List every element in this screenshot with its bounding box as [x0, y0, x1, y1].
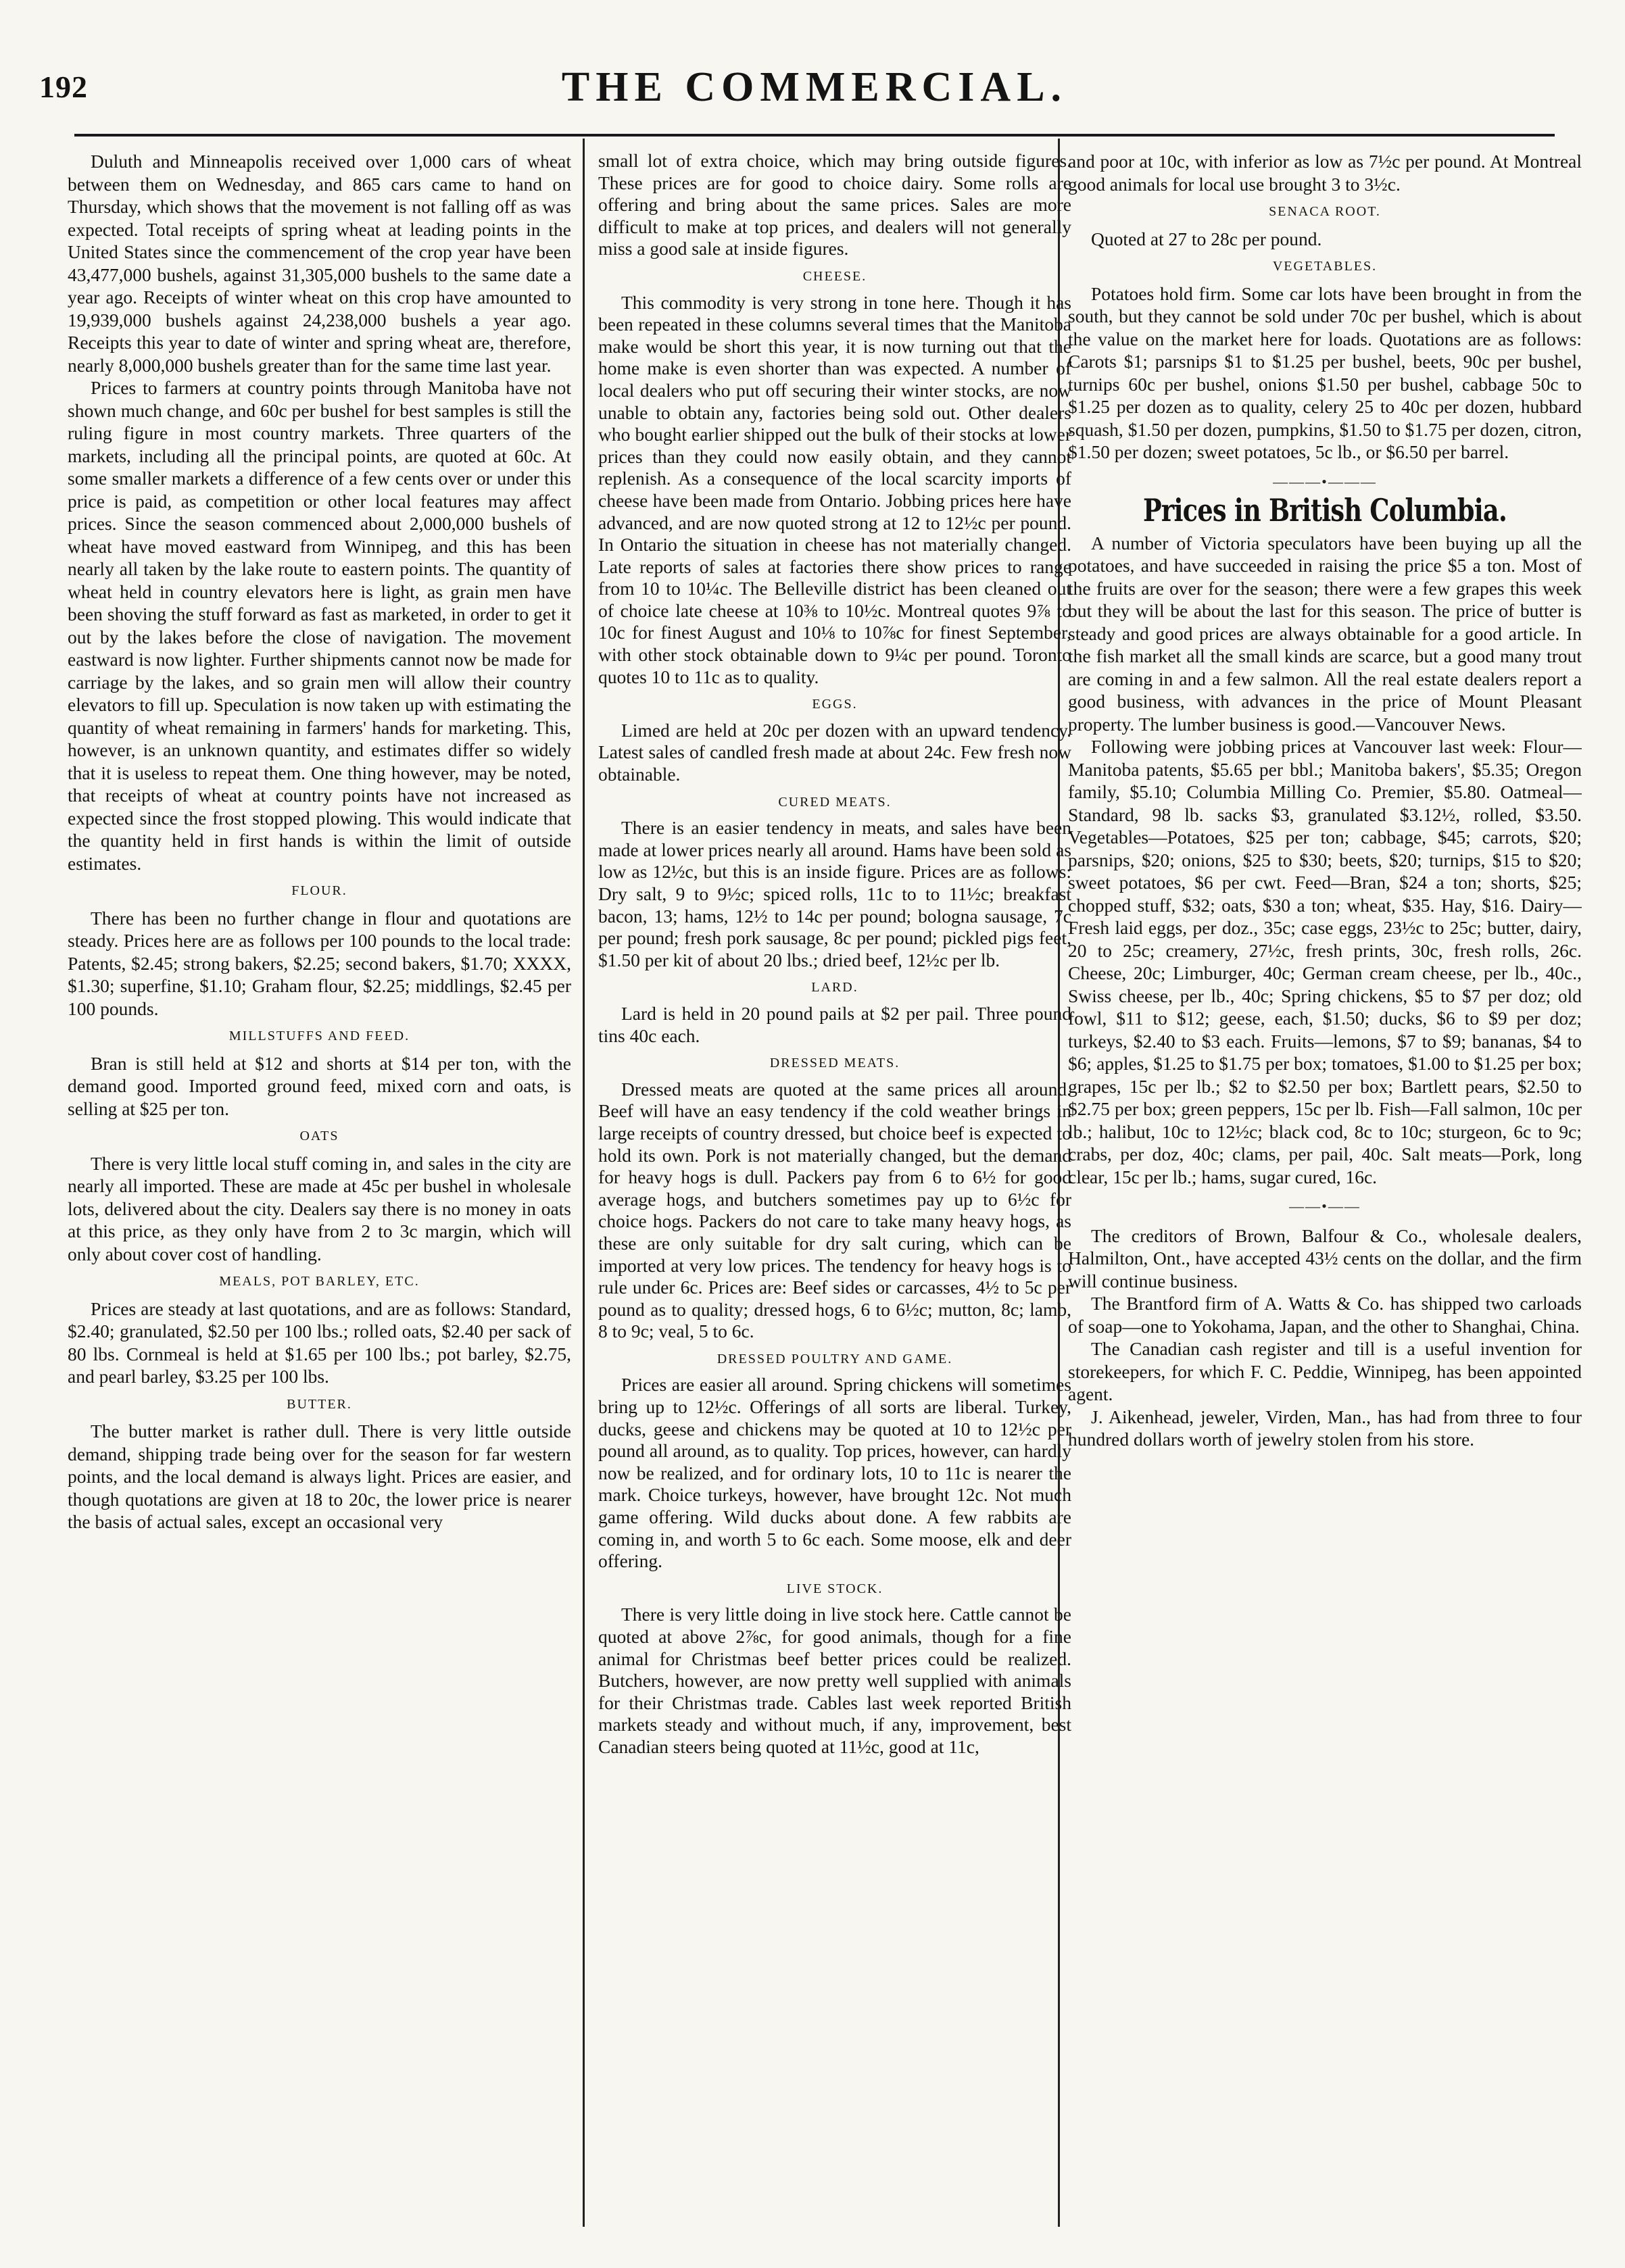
section-heading-eggs: EGGS. [812, 697, 858, 712]
column-1 [68, 150, 571, 2242]
section-heading-lard: LARD. [811, 980, 858, 995]
paragraph-farmer-prices: Prices to farmers at country points through Manitoba have not shown much change, and 60c per bushel for best samples is still the ruling figure in most country markets. Three quarters of the markets, including all the principal points, are quoted at 60c. At some smaller markets a difference of a few cents over or under this price is paid, as competition or other local features may affect prices. Since the season commenced about 2,000,000 bushels of wheat have moved eastward from Winnipeg, and this has been nearly all taken by the lake route to eastern points. The quantity of wheat held in country elevators here is light, as grain men have been shoving the stuff forward as fast as marketed, in order to get it out by the lakes before the close of navigation. The movement eastward is now lighter. Further shipments cannot now be made for carriage by the lakes, and so grain men will allow their country elevators to fill up. Speculation is now taken up with estimating the quantity of wheat remaining in farmers' hands for marketing. This, however, is an unknown quantity, and estimates differ so widely that it is useless to repeat them. One thing however, may be noted, that receipts of wheat at country points have not increased as expected since the frost stopped plowing. This would indicate that the quantity held in first hands is within the limit of outside estimates. [68, 377, 571, 874]
paragraph-dressed-meats: Dressed meats are quoted at the same prices all around. Beef will have an easy tendency if the cold weather brings in large receipts of country dressed, but choice beef is expected to hold its own. Pork is not materially changed, but the demand for heavy hogs is dull. Packers pay from 6 to 6½ for good average hogs, and butchers sometimes pay up to 6½c for choice hogs. Packers do not care to take many heavy hogs, as these are only suitable for dry salt curing, which can be imported at very low prices. The tendency for heavy hogs is to rule under 6c. Prices are: Beef sides or carcasses, 4½ to 5c per pound as to quality; dressed hogs, 6 to 6½c; mutton, 8c; lamb, 8 to 9c; veal, 5 to 6c. [598, 1078, 1071, 1342]
paragraph-lard: Lard is held in 20 pound pails at $2 per pail. Three pound tins 40c each. [598, 1002, 1071, 1046]
paragraph-live-stock-continued: and poor at 10c, with inferior as low as 7½c per pound. At Montreal good animals for local use brought 3 to 3½c. [1068, 151, 1582, 195]
paragraph-vegetables: Potatoes hold firm. Some car lots have been brought in from the south, but they cannot be sold under 70c per bushel, which is about the value on the market here for loads. Quotations are as follows: Carots $1; parsnips $1 to $1.25 per bushel, beets, 90c per bushel, turnips 60c per bushel, onions $1.50 per bushel, cabbage 50c to $1.25 per dozen as to quality, celery 25 to 40c per dozen, hubbard squash, $1.50 per dozen, pumpkins, $1.50 to $1.75 per dozen, citron, $1.50 per dozen; sweet potatoes, 5c lb., or $6.50 per barrel. [1068, 282, 1582, 462]
section-heading-vegetables: VEGETABLES. [1272, 259, 1378, 274]
page-number: 192 [39, 70, 88, 104]
article-title-british-columbia: Prices in British Columbia. [1143, 492, 1507, 528]
column-divider [583, 139, 585, 2227]
section-heading-cured-meats: CURED MEATS. [778, 794, 892, 810]
column-2 [598, 150, 1071, 2242]
section-heading-dressed-meats: DRESSED MEATS. [769, 1056, 900, 1071]
section-heading-flour: FLOUR. [291, 883, 347, 898]
header-rule [74, 134, 1555, 137]
paragraph-butter: The butter market is rather dull. There is very little outside demand, shipping trade being over for the season for far western points, and the local demand is always light. Prices are easier, and though quotations are given at 18 to 20c, the lower price is nearer the basis of actual sales, except an occasional very [68, 1421, 571, 1532]
section-heading-senaca-root: SENACA ROOT. [1269, 204, 1381, 219]
paragraph-oats: There is very little local stuff coming in, and sales in the city are nearly all imported. These are made at 45c per bushel in wholesale lots, delivered about the city. Dealers say there is no money in oats at this price, as they only have from 2 to 3c margin, which will only about cover cost of handling. [68, 1152, 571, 1264]
paragraph-cured-meats: There is an easier tendency in meats, and sales have been made at lower prices nearly all around. Hams have been sold as low as 12½c, but this is an inside figure. Prices are as follows: Dry salt, 9 to 9½c; spiced rolls, 11c to to 11½c; breakfast bacon, 13; hams, 12½ to 14c per pound; bologna sausage, 7c per pound; fresh pork sausage, 8c per pound; pickled pigs feet, $1.50 per kit of about 20 lbs.; dried beef, 12½c per lb. [598, 817, 1071, 970]
section-heading-poultry: DRESSED POULTRY AND GAME. [717, 1351, 953, 1366]
section-divider: ——•—— [1289, 1198, 1361, 1214]
paragraph-wheat-receipts: Duluth and Minneapolis received over 1,000 cars of wheat between them on Wednesday, and 865 cars came to hand on Thursday, which shows that the movement is not falling off as was expected. Total receipts of spring wheat at leading points in the United States since the commencement of the crop year have been 43,477,000 bushels, against 31,305,000 bushels to the same date a year ago. Receipts of winter wheat on this crop have amounted to 19,939,000 bushels against 24,238,000 bushels a year ago. Receipts this year to date of winter and spring wheat are, therefore, nearly 8,000,000 bushels greater than for the same time last year. [68, 151, 571, 376]
paragraph-eggs: Limed are held at 20c per dozen with an upward tendency. Latest sales of candled fresh made at about 24c. Few fresh now obtainable. [598, 719, 1071, 785]
paragraph-flour: There has been no further change in flour and quotations are steady. Prices here are as follows per 100 pounds to the local trade: Patents, $2.45; strong bakers, $2.25; second bakers, $1.70; XXXX, $1.30; superfine, $1.10; Graham flour, $2.25; middlings, $2.45 per 100 pounds. [68, 907, 571, 1019]
section-heading-cheese: CHEESE. [802, 268, 867, 284]
paragraph-meals: Prices are steady at last quotations, and are as follows: Standard, $2.40; granulated, $2.50 per 100 lbs.; rolled oats, $2.40 per sack of 80 lbs. Cornmeal is held at $1.65 per 100 lbs.; pot barley, $2.75, and pearl barley, $3.25 per 100 lbs. [68, 1298, 571, 1387]
section-heading-oats: OATS [299, 1129, 339, 1143]
paragraph-cheese: This commodity is very strong in tone here. Though it has been repeated in these columns several times that the Manitoba make would be short this year, it is now turning out that the home make is even shorter than was expected. A number of local dealers who put off securing their winter stocks, are now unable to obtain any, factories being sold out. Other dealers who bought earlier shipped out the bulk of their stocks at lower prices than they could now easily obtain, and they cannot replenish. As a consequence of the local scarcity imports of cheese have been made from Ontario. Jobbing prices here have advanced, and are now quoted strong at 12 to 12½c per pound. In Ontario the situation in cheese has not materially changed. Late reports of sales at factories there show prices to range from 10 to 10¼c. The Belleville district has been cleaned out of choice late cheese at 10⅜ to 10½c. Montreal quotes 9⅞ to 10c for finest August and 10⅛ to 10⅞c for finest September, with other stock obtainable down to 9¼c per pound. Toronto quotes 10 to 11c as to quality. [598, 291, 1071, 687]
news-item-watts: The Brantford firm of A. Watts & Co. has shipped two carloads of soap—one to Yokohama, Japan, and the other to Shanghai, China. [1068, 1293, 1582, 1337]
paragraph-bc-vancouver-prices: Following were jobbing prices at Vancouver last week: Flour—Manitoba patents, $5.65 per bbl.; Manitoba bakers', $5.35; Oregon family, $5.10; Columbia Milling Co. Premier, $5.80. Oatmeal—Standard, 98 lb. sacks $3, granulated $3.12½, rolled, $3.50. Vegetables—Potatoes, $25 per ton; cabbage, $45; carrots, $20; parsnips, $20; onions, $25 to $30; beets, $20; turnips, $15 to $20; sweet potatoes, $6 per cwt. Feed—Bran, $24 a ton; shorts, $25; chopped stuff, $32; oats, $30 a ton; wheat, $35. Hay, $16. Dairy—Fresh laid eggs, per doz., 35c; case eggs, 23½c to 25c; butter, dairy, 20 to 25c; creamery, 27½c, fresh prints, 30c, fresh rolls, 26c. Cheese, 20c; Limburger, 40c; German cream cheese, per lb., 40c., Swiss cheese, per lb., 40c; Spring chickens, $5 to $7 per doz; old fowl, $11 to $12; geese, each, $1.50; ducks, $6 to $9 per doz; turkeys, $2.40 to $3 each. Fruits—lemons, $7 to $9; bananas, $4 to $6; apples, $1.25 to $1.75 per box; tomatoes, $1.00 to $1.25 per box; grapes, 15c per lb.; $2 to $2.50 per box; Bartlett pears, $2.50 to $2.75 per box; green peppers, 15c per lb. Fish—Fall salmon, 10c per lb.; halibut, 10c to 12½c; black cod, 8c to 10c; sturgeon, 6c to 9c; crabs, per doz, 40c; clams, per pail, 40c. Salt meats—Pork, long clear, 15c per lb.; hams, sugar cured, 16c. [1068, 736, 1582, 1187]
paragraph-butter-continued: small lot of extra choice, which may bring outside figures. These prices are for good to choice dairy. Some rolls are offering and bring about the same prices. Sales are more difficult to make at top prices, and dealers will not generally miss a good sale at inside figures. [598, 150, 1071, 260]
news-item-aikenhead: J. Aikenhead, jeweler, Virden, Man., has had from three to four hundred dollars worth of jewelry stolen from his store. [1068, 1406, 1582, 1450]
section-heading-meals: MEALS, POT BARLEY, ETC. [219, 1274, 420, 1289]
paragraph-live-stock: There is very little doing in live stock here. Cattle cannot be quoted at above 2⅞c, for good animals, though for a fine animal for Christmas beef better prices could be realized. Butchers, however, are now pretty well supplied with animals for their Christmas trade. Cables last week reported British markets steady and without much, if any, improvement, best Canadian steers being quoted at 11½c, good at 11c, [598, 1604, 1071, 1757]
section-heading-butter: BUTTER. [287, 1396, 352, 1412]
section-heading-live-stock: LIVE STOCK. [786, 1581, 883, 1596]
paragraph-bc-victoria: A number of Victoria speculators have been buying up all the potatoes, and have succeeded in raising the price $5 a ton. Most of the fruits are over for the season; there were a few grapes this week but they will be about the last for this season. The price of butter is steady and good prices are always obtainable for a good article. In the fish market all the small kinds are scarce, but a good many trout are coming in and a few salmon. All the real estate dealers report a good business, with advances in the price of Mount Pleasant property. The lumber business is good.—Vancouver News. [1068, 532, 1582, 735]
news-item-brown-balfour: The creditors of Brown, Balfour & Co., wholesale dealers, Halmilton, Ont., have accepted 43½ cents on the dollar, and the firm will continue business. [1068, 1225, 1582, 1291]
paragraph-senaca-root: Quoted at 27 to 28c per pound. [1091, 228, 1322, 249]
masthead: THE COMMERCIAL. [561, 64, 1068, 110]
section-heading-millstuffs: MILLSTUFFS AND FEED. [228, 1029, 410, 1043]
news-item-cash-register: The Canadian cash register and till is a useful invention for storekeepers, for which F. C. Peddie, Winnipeg, has been appointed agent. [1068, 1338, 1582, 1404]
paragraph-poultry: Prices are easier all around. Spring chickens will sometimes bring up to 12½c. Offerings of all sorts are liberal. Turkey, ducks, geese and chickens may be quoted at 10 to 12½c per pound all around, as to quality. Top prices, however, can hardly now be realized, and for ordinary lots, 10 to 11c is nearer the mark. Choice turkeys, however, have brought 12c. Not much game offering. Wild ducks about done. A few rabbits are coming in, and worth 5 to 6c each. Some moose, elk and deer offering. [598, 1374, 1071, 1572]
section-divider: ———•——— [1273, 472, 1377, 490]
paragraph-millstuffs: Bran is still held at $12 and shorts at $14 per ton, with the demand good. Imported ground feed, mixed corn and oats, is selling at $25 per ton. [68, 1052, 571, 1119]
column-3 [1068, 150, 1582, 2242]
